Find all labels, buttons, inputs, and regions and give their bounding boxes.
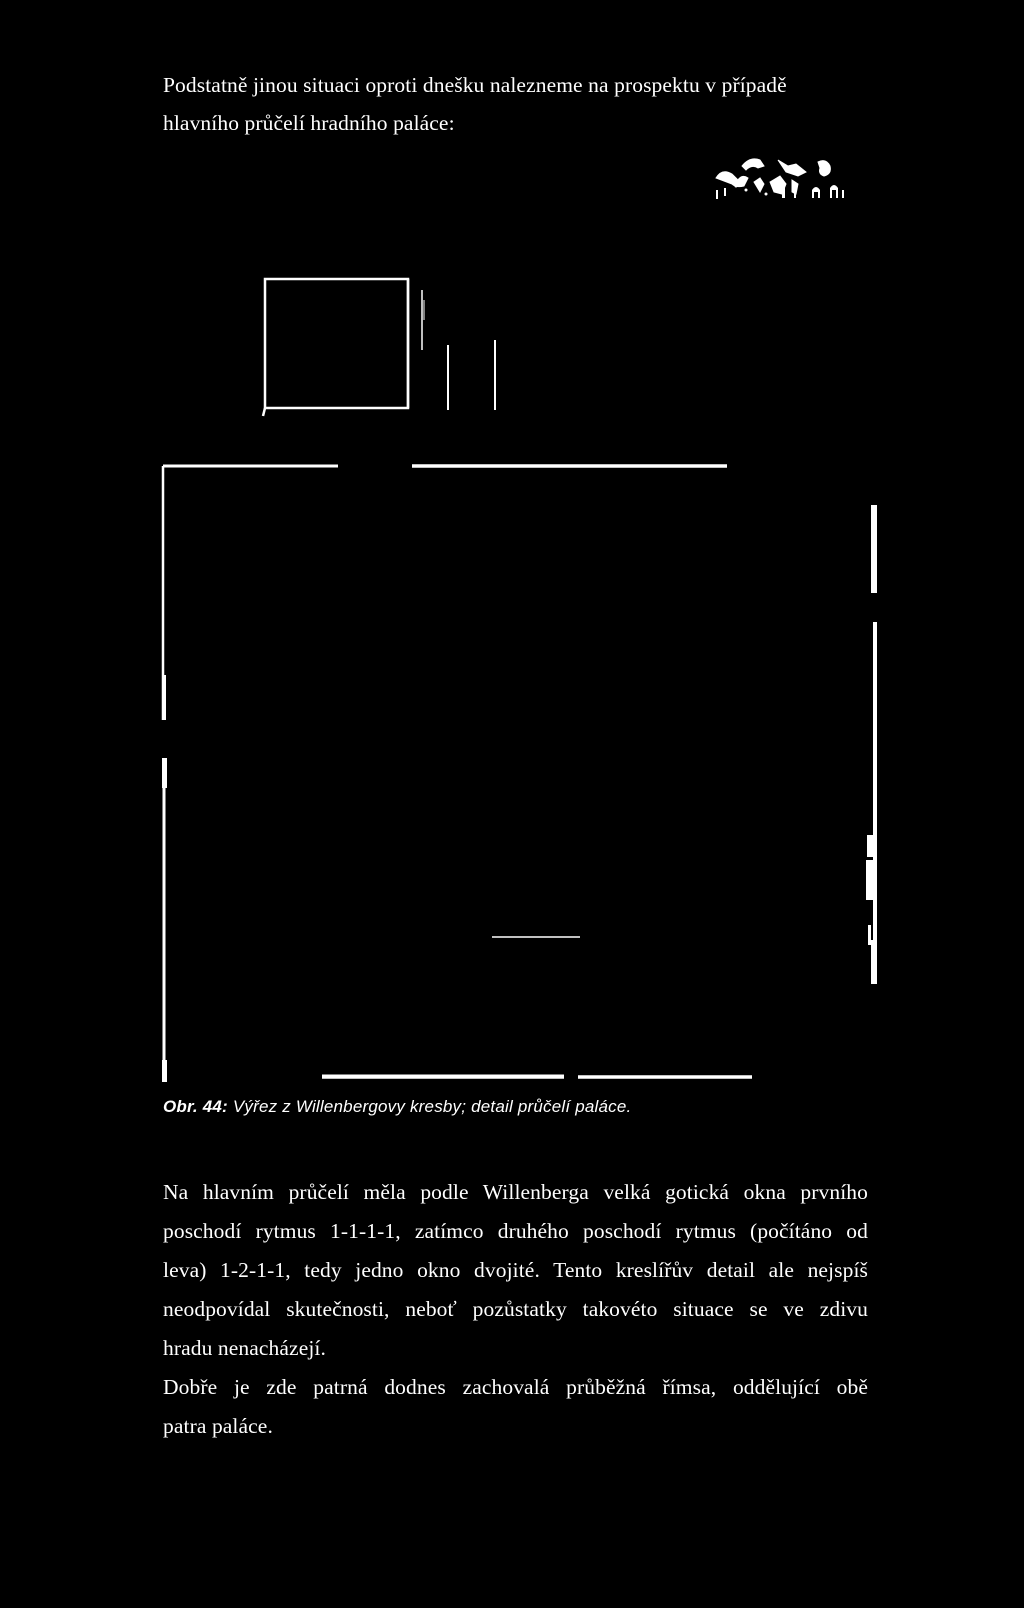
body-paragraph bbox=[163, 1173, 868, 1446]
body-line: Dobře je zde patrná dodnes zachovalá průběžná římsa, oddělující obě bbox=[163, 1375, 868, 1399]
upper-window-frame bbox=[263, 279, 408, 416]
figure-caption bbox=[163, 1097, 631, 1117]
ornament-sketch-icon bbox=[716, 159, 844, 199]
body-line: leva) 1-2-1-1, tedy jedno okno dvojité. Tento kreslířův detail ale nejspíš bbox=[163, 1258, 868, 1282]
body-line: poschodí rytmus 1-1-1-1, zatímco druhého poschodí rytmus (počítáno od bbox=[163, 1219, 868, 1243]
right-wall-edge bbox=[866, 505, 877, 984]
body-line: hradu nenacházejí. bbox=[163, 1336, 326, 1360]
body-line: neodpovídal skutečnosti, neboť pozůstatky takovéto situace se ve zdivu bbox=[163, 1297, 868, 1321]
upper-vertical-strokes bbox=[422, 290, 495, 410]
left-wall-edge bbox=[162, 466, 167, 1082]
body-line: patra paláce. bbox=[163, 1414, 273, 1438]
intro-paragraph: Podstatně jinou situaci oproti dnešku nalezneme na prospektu v případě hlavního průčelí hradního paláce: bbox=[163, 73, 787, 135]
body-line: Na hlavním průčelí měla podle Willenberga velká gotická okna prvního bbox=[163, 1180, 868, 1204]
caption-label: Obr. 44: bbox=[163, 1097, 228, 1116]
caption-text: Výřez z Willenbergovy kresby; detail průčelí paláce. bbox=[232, 1097, 632, 1116]
cornice-bottom-lines bbox=[322, 1075, 752, 1077]
